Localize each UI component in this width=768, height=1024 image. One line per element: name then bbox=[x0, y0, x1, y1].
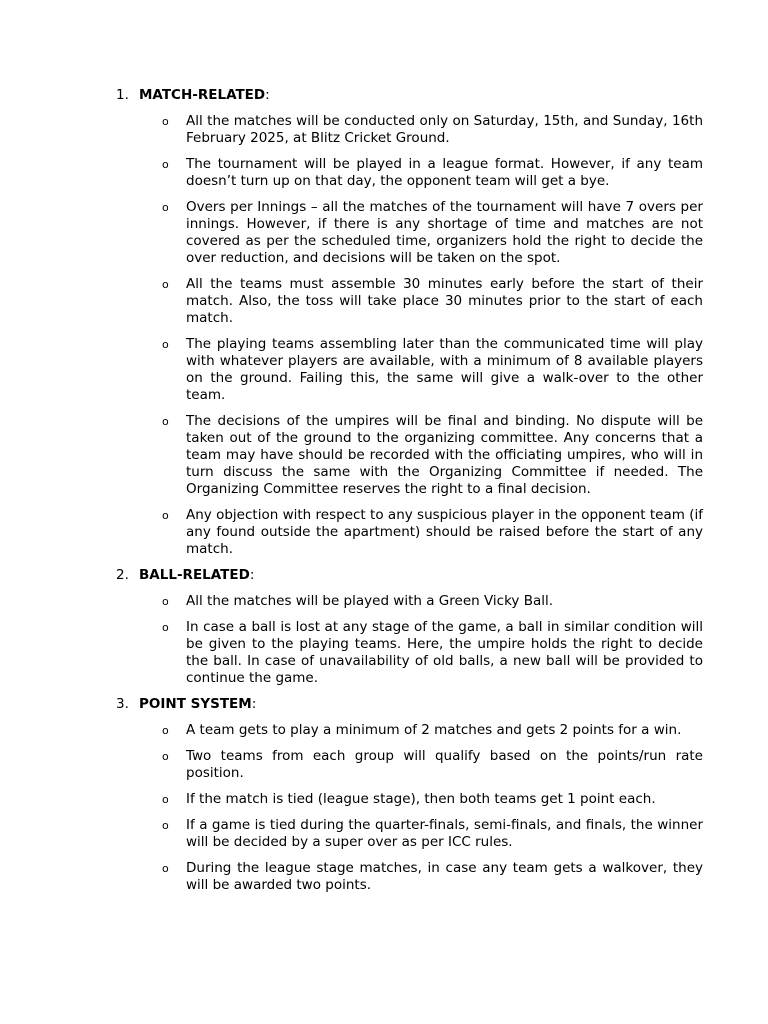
bullet-icon: o bbox=[162, 595, 169, 608]
section-heading bbox=[116, 696, 703, 713]
list-item bbox=[116, 593, 703, 610]
bullet-icon: o bbox=[162, 793, 169, 806]
list-item bbox=[116, 156, 703, 190]
rule-list bbox=[116, 722, 703, 894]
list-item bbox=[116, 413, 703, 498]
rule-text: The tournament will be played in a league format. However, if any team doesn’t turn up on that day, the opponent team will get a bye. bbox=[186, 156, 703, 189]
bullet-icon: o bbox=[162, 621, 169, 634]
bullet-icon: o bbox=[162, 509, 169, 522]
section-number: 1. bbox=[116, 87, 129, 103]
bullet-icon: o bbox=[162, 278, 169, 291]
list-item bbox=[116, 336, 703, 404]
top-margin bbox=[0, 0, 768, 78]
section-title: POINT SYSTEM bbox=[139, 696, 252, 712]
list-item bbox=[116, 619, 703, 687]
rule-text: Two teams from each group will qualify based on the points/run rate position. bbox=[186, 748, 703, 781]
rule-text: All the teams must assemble 30 minutes early before the start of their match. Also, the toss will take place 30 minutes prior to the start of each match. bbox=[186, 276, 703, 326]
section-point-system bbox=[116, 696, 703, 894]
list-item bbox=[116, 748, 703, 782]
section-title: BALL-RELATED bbox=[139, 567, 250, 583]
section-number: 2. bbox=[116, 567, 129, 583]
bullet-icon: o bbox=[162, 862, 169, 875]
list-item bbox=[116, 860, 703, 894]
list-item bbox=[116, 276, 703, 327]
section-number: 3. bbox=[116, 696, 129, 712]
bullet-icon: o bbox=[162, 819, 169, 832]
bullet-icon: o bbox=[162, 158, 169, 171]
rule-text: All the matches will be conducted only on Saturday, 15th, and Sunday, 16th February 2025, at Blitz Cricket Ground. bbox=[186, 113, 703, 146]
rule-text: In case a ball is lost at any stage of the game, a ball in similar condition will be given to the playing teams. Here, the umpire holds the right to decide the ball. In case of unavailability of old balls, a new ball will be provided to continue the game. bbox=[186, 619, 703, 686]
section-title: MATCH-RELATED bbox=[139, 87, 266, 103]
section-match-related bbox=[116, 87, 703, 558]
section-colon: : bbox=[249, 567, 255, 583]
rule-list bbox=[116, 113, 703, 558]
bullet-icon: o bbox=[162, 750, 169, 763]
section-heading bbox=[116, 87, 703, 104]
bullet-icon: o bbox=[162, 201, 169, 214]
list-item bbox=[116, 722, 703, 739]
rule-text: A team gets to play a minimum of 2 matches and gets 2 points for a win. bbox=[186, 722, 682, 738]
section-ball-related bbox=[116, 567, 703, 687]
list-item bbox=[116, 791, 703, 808]
rule-text: Overs per Innings – all the matches of the tournament will have 7 overs per innings. However, if there is any shortage of time and matches are not covered as per the scheduled time, organizers hold the right to decide the over reduction, and decisions will be taken on the spot. bbox=[186, 199, 703, 266]
rule-text: The decisions of the umpires will be final and binding. No dispute will be taken out of the ground to the organizing committee. Any concerns that a team may have should be recorded with the officiating umpires, who will in turn discuss the same with the Organizing Committee if needed. The Organizing Committee reserves the right to a final decision. bbox=[186, 413, 703, 497]
bullet-icon: o bbox=[162, 338, 169, 351]
list-item bbox=[116, 199, 703, 267]
rule-text: During the league stage matches, in case any team gets a walkover, they will be awarded two points. bbox=[186, 860, 703, 893]
rule-text: If a game is tied during the quarter-finals, semi-finals, and finals, the winner will be decided by a super over as per ICC rules. bbox=[186, 817, 703, 850]
section-colon: : bbox=[251, 696, 257, 712]
bullet-icon: o bbox=[162, 115, 169, 128]
list-item bbox=[116, 817, 703, 851]
rule-text: Any objection with respect to any suspicious player in the opponent team (if any found outside the apartment) should be raised before the start of any match. bbox=[186, 507, 703, 557]
list-item bbox=[116, 507, 703, 558]
bullet-icon: o bbox=[162, 415, 169, 428]
section-heading bbox=[116, 567, 703, 584]
rule-text: The playing teams assembling later than the communicated time will play with whatever players are available, with a minimum of 8 available players on the ground. Failing this, the same will give a walk-over to the other team. bbox=[186, 336, 703, 403]
rule-text: All the matches will be played with a Green Vicky Ball. bbox=[186, 593, 554, 609]
bullet-icon: o bbox=[162, 724, 169, 737]
list-item bbox=[116, 113, 703, 147]
section-colon: : bbox=[265, 87, 270, 103]
rule-text: If the match is tied (league stage), then both teams get 1 point each. bbox=[186, 791, 656, 807]
rule-list bbox=[116, 593, 703, 687]
